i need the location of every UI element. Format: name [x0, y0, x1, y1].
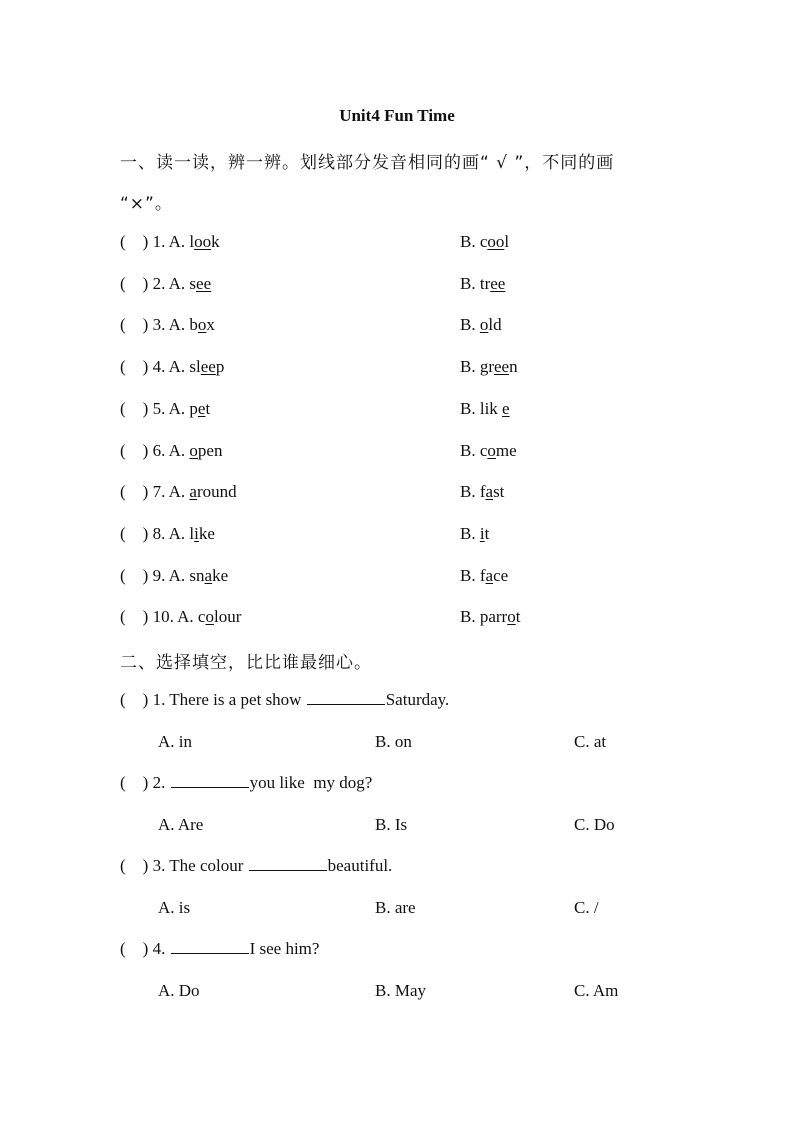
answer-paren: ( ): [120, 523, 149, 543]
question-1-choice-c: C. at: [574, 732, 607, 751]
answer-paren: ( ): [120, 690, 149, 709]
question-2-choice-c: C. Do: [574, 815, 615, 834]
word-part: t: [205, 398, 211, 418]
fill-blank: [307, 690, 385, 705]
item-number: 3.: [152, 315, 166, 335]
item-number: 7.: [152, 482, 166, 502]
item-6-option-b: [460, 441, 517, 461]
underlined-letters: a: [204, 565, 213, 585]
word-part: c: [479, 440, 488, 460]
answer-paren: ( ): [120, 357, 149, 377]
word-part: parr: [479, 607, 508, 627]
option-label: B.: [460, 482, 476, 502]
item-number: 2.: [152, 273, 166, 293]
answer-paren: ( ): [120, 232, 149, 251]
answer-paren: ( ): [120, 939, 149, 958]
underlined-letters: ee: [200, 357, 216, 377]
word-part: c: [197, 607, 206, 627]
underlined-letters: a: [485, 565, 494, 585]
option-label: B.: [460, 232, 476, 251]
section1-heading-line1: 一、读一读，辨一辨。划线部分发音相同的画“ √ ”，不同的画: [120, 153, 615, 173]
item-10-option-b: [460, 607, 520, 627]
underlined-letters: i: [479, 523, 485, 543]
word-part: k: [211, 232, 220, 251]
option-label: A.: [177, 607, 194, 627]
item-3-option-b: [460, 315, 502, 335]
question-4-choice-a: A. Do: [158, 981, 200, 1000]
question-1: [120, 690, 449, 710]
question-3-choice-c: C. /: [574, 898, 599, 917]
word-part: lik: [479, 398, 503, 418]
question-text: The colour: [169, 856, 244, 875]
option-label: A.: [168, 315, 186, 335]
option-label: B.: [460, 523, 476, 543]
option-label: A.: [168, 398, 186, 418]
item-3-option-a: [120, 315, 215, 335]
question-4-choice-b: B. May: [375, 981, 426, 1000]
word-part: gr: [479, 357, 495, 377]
underlined-letters: o: [189, 440, 198, 460]
answer-paren: ( ): [120, 398, 149, 418]
word-part: t: [484, 523, 490, 543]
word-part: l: [189, 523, 195, 543]
underlined-letters: o: [487, 440, 496, 460]
word-part: n: [509, 357, 518, 377]
option-label: A.: [168, 232, 186, 251]
question-3-choice-b: B. are: [375, 898, 416, 917]
underlined-letters: oo: [487, 232, 505, 251]
option-label: A.: [168, 482, 186, 502]
question-2: [120, 773, 372, 793]
question-4: [120, 939, 319, 959]
word-part: round: [196, 482, 237, 502]
item-9-option-a: [120, 566, 228, 586]
answer-paren: ( ): [120, 482, 149, 502]
item-8-option-b: [460, 524, 489, 544]
option-label: B.: [460, 398, 476, 418]
question-text: you like my dog?: [249, 773, 373, 792]
underlined-letters: ee: [494, 357, 510, 377]
word-part: t: [515, 607, 521, 627]
word-part: pen: [197, 440, 223, 460]
item-number: 10.: [152, 607, 174, 627]
item-10-option-a: [120, 607, 241, 627]
question-2-choice-b: B. Is: [375, 815, 408, 834]
item-2-option-b: [460, 274, 505, 294]
word-part: p: [189, 398, 198, 418]
word-part: c: [479, 232, 488, 251]
item-7-option-b: [460, 482, 504, 502]
question-number: 2.: [152, 773, 166, 792]
option-label: A.: [168, 440, 186, 460]
section1-heading-line2: “×”。: [120, 194, 173, 214]
underlined-letters: oo: [194, 232, 212, 251]
question-1-choice-b: B. on: [375, 732, 412, 751]
item-number: 4.: [152, 357, 166, 377]
fill-blank: [171, 773, 249, 788]
question-3: [120, 856, 392, 876]
underlined-letters: a: [485, 482, 494, 502]
item-number: 8.: [152, 523, 166, 543]
question-1-choice-a: A. in: [158, 732, 192, 751]
answer-paren: ( ): [120, 315, 149, 335]
answer-paren: ( ): [120, 607, 149, 627]
underlined-letters: e: [197, 398, 206, 418]
item-1-option-a: [120, 232, 220, 252]
item-1-option-b: [460, 232, 509, 252]
word-part: p: [215, 357, 225, 377]
option-label: A.: [168, 357, 186, 377]
answer-paren: ( ): [120, 565, 149, 585]
word-part: me: [495, 440, 517, 460]
answer-paren: ( ): [120, 440, 149, 460]
option-label: B.: [460, 357, 476, 377]
word-part: l: [504, 232, 510, 251]
word-part: s: [189, 273, 197, 293]
item-number: 6.: [152, 440, 166, 460]
question-text: beautiful.: [327, 856, 393, 875]
item-4-option-b: [460, 357, 518, 377]
word-part: ld: [488, 315, 502, 335]
word-part: lour: [213, 607, 242, 627]
question-2-choice-a: A. Are: [158, 815, 204, 834]
item-5-option-a: [120, 399, 210, 419]
option-label: B.: [460, 565, 476, 585]
question-text: There is a pet show: [169, 690, 302, 709]
word-part: l: [189, 232, 195, 251]
item-5-option-b: [460, 399, 510, 419]
underlined-letters: ee: [196, 273, 212, 293]
answer-paren: ( ): [120, 273, 149, 293]
word-part: f: [479, 565, 486, 585]
underlined-letters: a: [189, 482, 197, 502]
item-2-option-a: [120, 274, 211, 294]
word-part: st: [493, 482, 505, 502]
word-part: sl: [189, 357, 201, 377]
underlined-letters: e: [502, 398, 510, 418]
question-number: 3.: [152, 856, 166, 875]
underlined-letters: o: [479, 315, 489, 335]
word-part: f: [479, 482, 486, 502]
item-6-option-a: [120, 441, 222, 461]
item-7-option-a: [120, 482, 237, 502]
option-label: B.: [460, 273, 476, 293]
item-8-option-a: [120, 524, 215, 544]
word-part: ke: [198, 523, 215, 543]
fill-blank: [249, 856, 327, 871]
item-number: 9.: [152, 565, 166, 585]
word-part: x: [206, 315, 215, 335]
word-part: b: [189, 315, 198, 335]
question-3-choice-a: A. is: [158, 898, 191, 917]
question-number: 4.: [152, 939, 166, 958]
underlined-letters: i: [194, 523, 199, 543]
question-text: Saturday.: [385, 690, 450, 709]
option-label: B.: [460, 607, 476, 627]
question-number: 1.: [152, 690, 166, 709]
item-number: 1.: [152, 232, 166, 251]
answer-paren: ( ): [120, 856, 149, 875]
underlined-letters: ee: [490, 273, 506, 293]
question-text: I see him?: [249, 939, 320, 958]
option-label: A.: [168, 523, 186, 543]
fill-blank: [171, 939, 249, 954]
word-part: sn: [189, 565, 205, 585]
item-9-option-b: [460, 566, 508, 586]
answer-paren: ( ): [120, 773, 149, 792]
underlined-letters: o: [507, 607, 516, 627]
worksheet-title: Unit4 Fun Time: [339, 106, 455, 125]
item-4-option-a: [120, 357, 224, 377]
option-label: A.: [168, 565, 186, 585]
option-label: B.: [460, 440, 476, 460]
option-label: A.: [168, 273, 186, 293]
item-number: 5.: [152, 398, 166, 418]
word-part: ce: [493, 565, 509, 585]
underlined-letters: o: [197, 315, 207, 335]
underlined-letters: o: [205, 607, 214, 627]
word-part: ke: [212, 565, 229, 585]
question-4-choice-c: C. Am: [574, 981, 619, 1000]
option-label: B.: [460, 315, 476, 335]
word-part: tr: [479, 273, 491, 293]
section2-heading: 二、选择填空，比比谁最细心。: [120, 653, 372, 673]
